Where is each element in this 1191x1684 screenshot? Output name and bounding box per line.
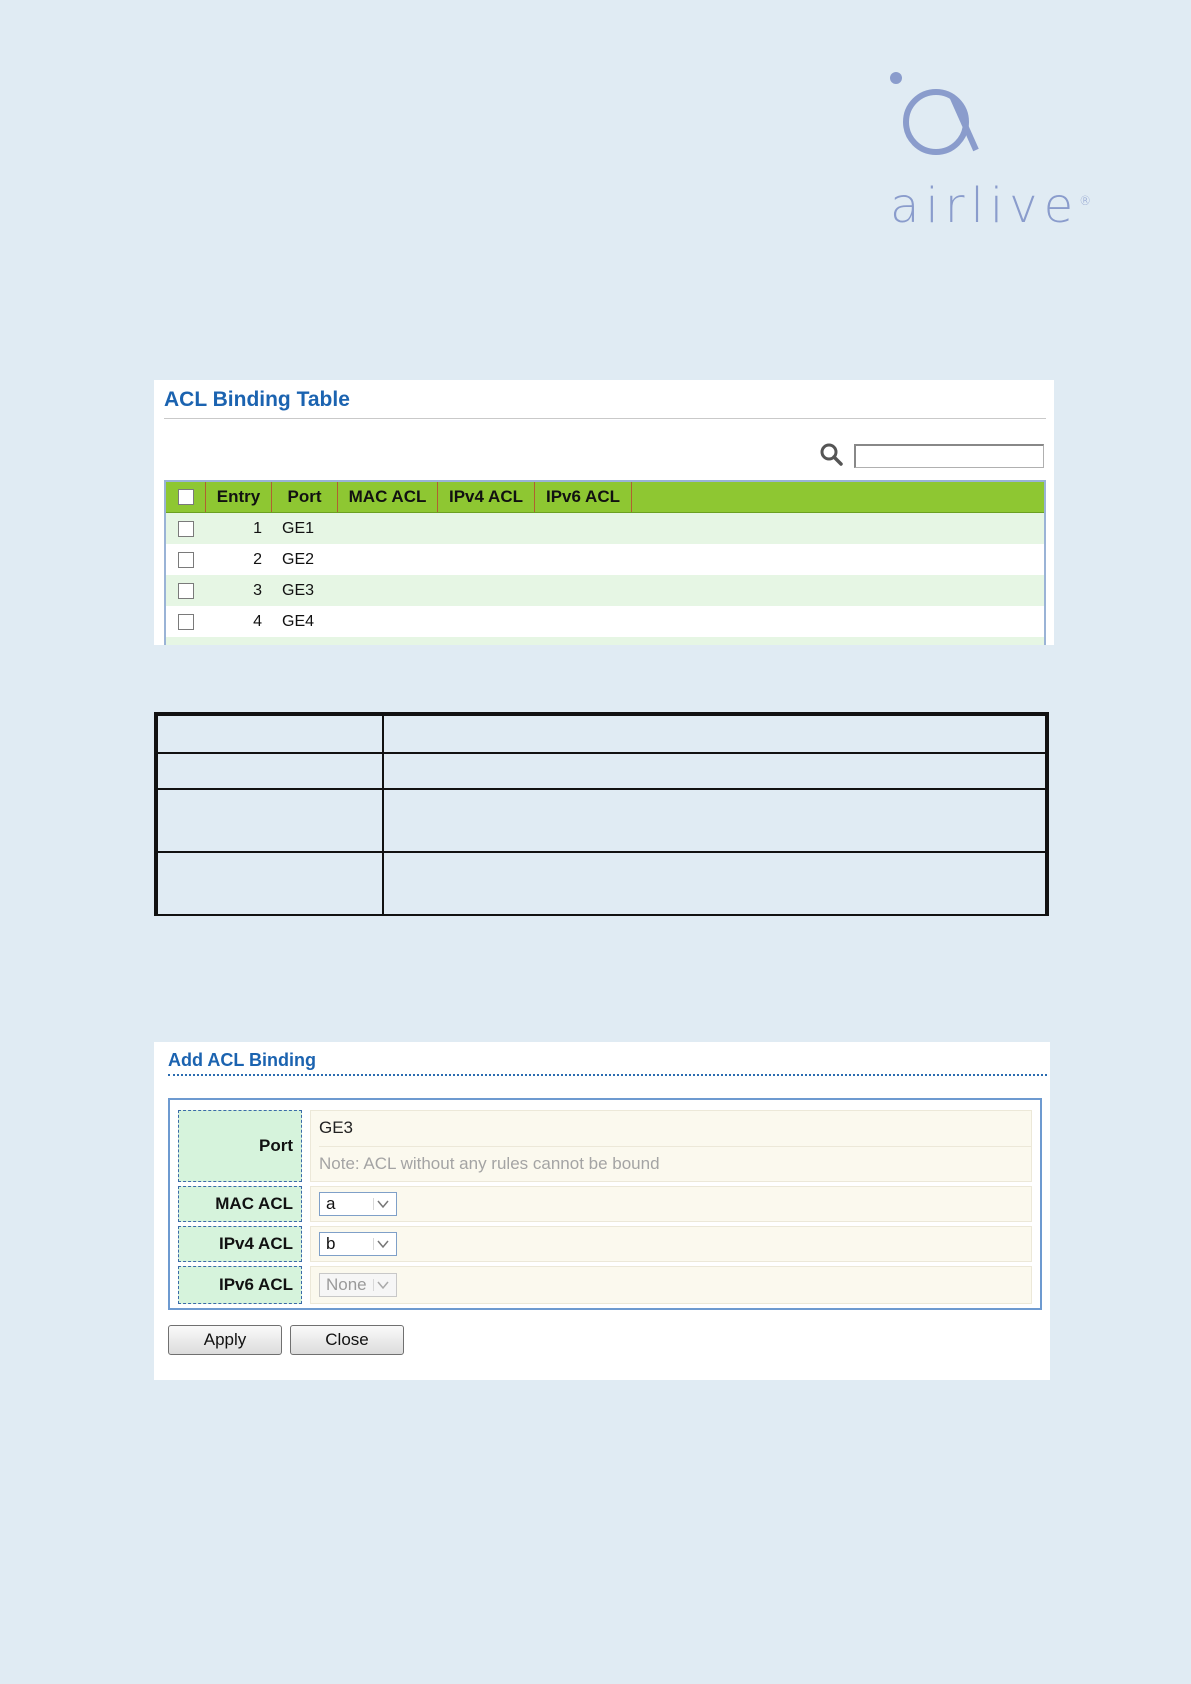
port-label: Port xyxy=(178,1110,302,1182)
table-row[interactable] xyxy=(166,544,1044,575)
select-all-cell xyxy=(166,482,206,512)
column-header-port[interactable]: Port xyxy=(272,482,338,512)
entry-cell: 1 xyxy=(253,519,262,537)
mac-acl-value-cell xyxy=(310,1186,1032,1222)
desc-cell xyxy=(383,852,1046,915)
mac-acl-label: MAC ACL xyxy=(178,1186,302,1222)
select-all-checkbox[interactable] xyxy=(178,489,194,505)
desc-cell xyxy=(157,715,383,753)
port-note: Note: ACL without any rules cannot be bound xyxy=(319,1146,1031,1182)
port-value: GE3 xyxy=(319,1118,354,1138)
entry-cell: 3 xyxy=(253,581,262,599)
logo-mark-icon xyxy=(890,70,1080,180)
panel-title: Add ACL Binding xyxy=(168,1050,316,1070)
ipv6-acl-select[interactable] xyxy=(319,1273,397,1297)
airlive-logo xyxy=(890,70,1098,234)
port-value-cell xyxy=(310,1110,1032,1182)
desc-cell xyxy=(157,789,383,852)
close-button[interactable]: Close xyxy=(290,1325,404,1355)
ipv6-acl-label: IPv6 ACL xyxy=(178,1266,302,1304)
column-header-mac-acl[interactable]: MAC ACL xyxy=(338,482,438,512)
desc-cell xyxy=(157,753,383,789)
ipv4-acl-selected-value: b xyxy=(326,1234,336,1253)
logo-wordmark: airlive® xyxy=(890,178,1098,234)
apply-button[interactable]: Apply xyxy=(168,1325,282,1355)
row-checkbox[interactable] xyxy=(178,583,194,599)
port-cell: GE4 xyxy=(282,612,315,630)
ipv4-acl-row xyxy=(178,1226,1032,1262)
desc-cell xyxy=(157,852,383,915)
row-checkbox[interactable] xyxy=(178,614,194,630)
chevron-down-icon xyxy=(373,1238,392,1250)
chevron-down-icon xyxy=(373,1279,392,1291)
ipv4-acl-label: IPv4 ACL xyxy=(178,1226,302,1262)
add-acl-binding-panel xyxy=(154,1042,1050,1380)
port-cell: GE3 xyxy=(282,581,315,599)
table-row-partial xyxy=(166,637,1044,645)
table-row[interactable] xyxy=(166,513,1044,544)
table-header xyxy=(166,482,1044,513)
row-checkbox[interactable] xyxy=(178,552,194,568)
mac-acl-row xyxy=(178,1186,1032,1222)
mac-acl-select[interactable] xyxy=(319,1192,397,1216)
mac-acl-selected-value: a xyxy=(326,1194,336,1213)
search-icon[interactable] xyxy=(819,442,843,466)
ipv4-acl-value-cell xyxy=(310,1226,1032,1262)
title-divider xyxy=(168,1074,1047,1076)
acl-binding-form xyxy=(168,1098,1042,1310)
port-cell: GE2 xyxy=(282,550,315,568)
column-header-entry[interactable]: Entry xyxy=(206,482,272,512)
column-header-ipv6-acl[interactable]: IPv6 ACL xyxy=(535,482,632,512)
search-input[interactable] xyxy=(854,444,1044,468)
port-cell: GE1 xyxy=(282,519,315,537)
desc-cell xyxy=(383,789,1046,852)
acl-binding-table-panel xyxy=(154,380,1054,645)
column-header-ipv4-acl[interactable]: IPv4 ACL xyxy=(438,482,535,512)
ipv6-acl-value-cell xyxy=(310,1266,1032,1304)
row-checkbox[interactable] xyxy=(178,521,194,537)
title-divider xyxy=(164,418,1046,419)
desc-cell xyxy=(383,715,1046,753)
entry-cell: 2 xyxy=(253,550,262,568)
ipv4-acl-select[interactable] xyxy=(319,1232,397,1256)
port-row xyxy=(178,1110,1032,1182)
description-table xyxy=(154,712,1049,916)
table-row[interactable] xyxy=(166,575,1044,606)
table-row[interactable] xyxy=(166,606,1044,637)
chevron-down-icon xyxy=(373,1198,392,1210)
desc-cell xyxy=(383,753,1046,789)
ipv6-acl-row xyxy=(178,1266,1032,1304)
acl-binding-table xyxy=(164,480,1046,645)
ipv6-acl-selected-value: None xyxy=(326,1275,367,1294)
panel-title: ACL Binding Table xyxy=(164,388,350,411)
entry-cell: 4 xyxy=(253,612,262,630)
